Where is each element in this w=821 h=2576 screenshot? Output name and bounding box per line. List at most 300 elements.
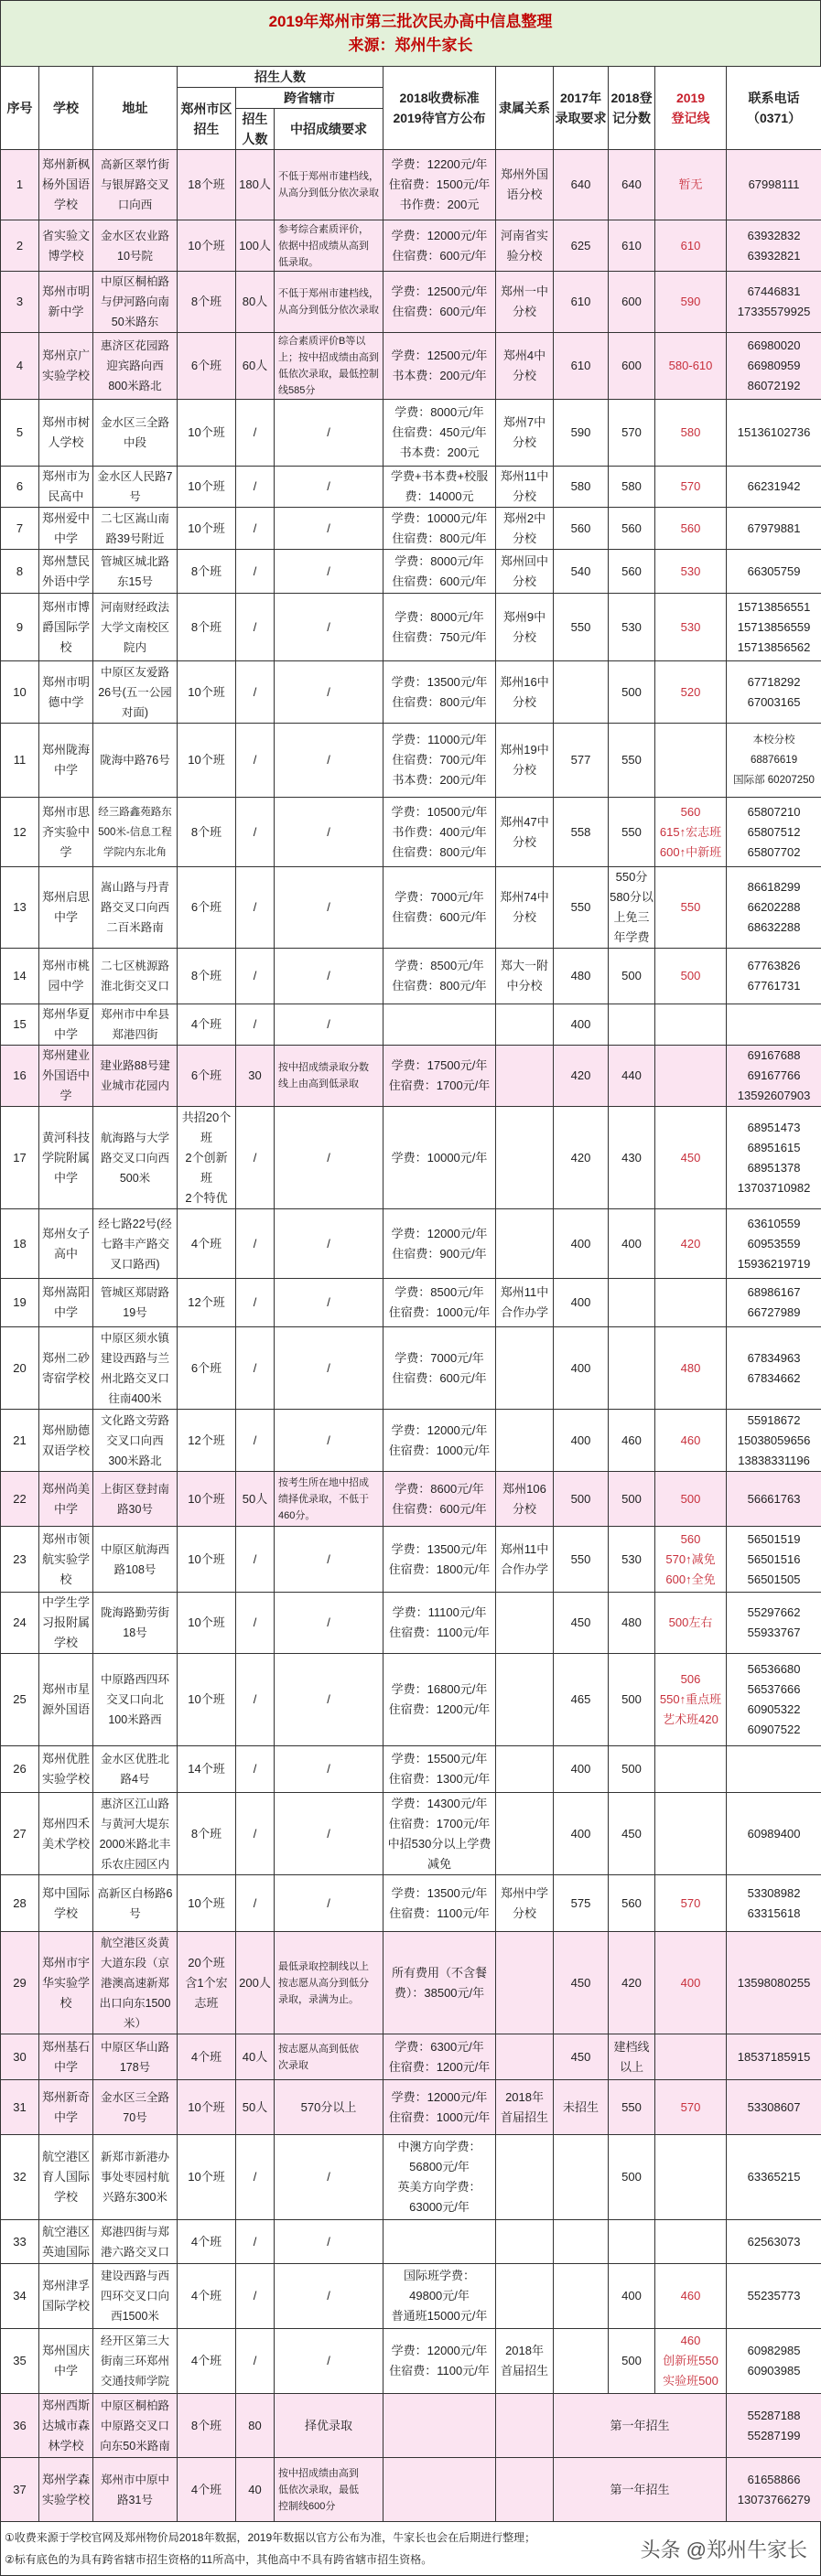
cell-no: 20: [1, 1327, 39, 1410]
cell-phone: 67834963 67834662: [727, 1327, 821, 1410]
cell-y2018: 500: [609, 1746, 655, 1793]
cell-local: 10个班: [178, 1593, 236, 1654]
cell-local: 6个班: [178, 1327, 236, 1410]
cell-cross-num: /: [236, 661, 275, 724]
cell-address: 金水区三全路 中段: [93, 400, 178, 467]
cell-local: 8个班: [178, 550, 236, 594]
cell-cross-num: /: [236, 1107, 275, 1209]
cell-cross-num: /: [236, 1875, 275, 1932]
cell-cross-num: /: [236, 508, 275, 550]
cell-y2017: 400: [554, 1004, 609, 1046]
cell-address: 经七路22号(经 七路丰产路交 叉口路西): [93, 1209, 178, 1279]
cell-phone: 67763826 67761731: [727, 949, 821, 1004]
cell-y2019: [655, 1046, 727, 1107]
cell-fee: 学费：12000元/年 住宿费：600元/年: [383, 220, 496, 272]
cell-phone: 65807210 65807512 65807702: [727, 798, 821, 867]
cell-cross-req: 按中招成绩录取分数 线上由高到低录取: [275, 1046, 383, 1107]
cell-y2019: 570: [655, 1875, 727, 1932]
cell-fee: 学费：10000元/年: [383, 1107, 496, 1209]
cell-address: 金水区人民路7 号: [93, 467, 178, 508]
cell-y2017: [554, 2220, 609, 2264]
cell-address: 郑港四街与郑 港六路交叉口: [93, 2220, 178, 2264]
cell-no: 9: [1, 594, 39, 661]
cell-y2019: 580: [655, 400, 727, 467]
cell-no: 30: [1, 2034, 39, 2080]
cell-affiliation: [496, 1746, 554, 1793]
table-row: [1, 1654, 821, 1746]
cell-local: 6个班: [178, 867, 236, 949]
cell-address: 高新区翠竹街 与银屏路交叉 口向西: [93, 150, 178, 220]
header-fee: 2018收费标准 2019待官方公布: [383, 67, 496, 150]
cell-no: 10: [1, 661, 39, 724]
cell-local: 4个班: [178, 2458, 236, 2522]
cell-school: 郑州市为 民高中: [39, 467, 93, 508]
cell-affiliation: 郑州19中 分校: [496, 724, 554, 798]
cell-cross-req: /: [275, 2264, 383, 2329]
cell-y2018: 500: [609, 949, 655, 1004]
cell-address: 航海路与大学 路交叉口向西 500米: [93, 1107, 178, 1209]
header-cross-group: 跨省辖市: [236, 88, 383, 109]
cell-cross-req: /: [275, 1327, 383, 1410]
cell-affiliation: [496, 1004, 554, 1046]
cell-phone: 86618299 66202288 68632288: [727, 867, 821, 949]
cell-y2019: 530: [655, 594, 727, 661]
cell-y2018: 500: [609, 2135, 655, 2220]
cell-phone: 66231942: [727, 467, 821, 508]
cell-y2019: [655, 1279, 727, 1327]
cell-local: 8个班: [178, 594, 236, 661]
cell-school: 郑州优胜 实验学校: [39, 1746, 93, 1793]
cell-fee: [383, 1004, 496, 1046]
cell-no: 31: [1, 2080, 39, 2135]
cell-address: 文化路文劳路 交叉口向西 300米路北: [93, 1410, 178, 1472]
header-2018: 2018登 记分数: [609, 67, 655, 150]
cell-affiliation: [496, 2458, 554, 2522]
cell-no: 35: [1, 2329, 39, 2394]
cell-y2018: 480: [609, 1593, 655, 1654]
cell-y2017: 400: [554, 1746, 609, 1793]
cell-cross-num: /: [236, 1746, 275, 1793]
cell-phone: 66980020 66980959 86072192: [727, 333, 821, 400]
table-row: [1, 2034, 821, 2080]
table-row: [1, 220, 821, 272]
cell-y2018: 400: [609, 1209, 655, 1279]
cell-local: 10个班: [178, 2135, 236, 2220]
cell-school: 郑州市星 源外国语: [39, 1654, 93, 1746]
cell-school: 郑州四禾 美术学校: [39, 1793, 93, 1875]
cell-y2018: 500: [609, 2329, 655, 2394]
cell-cross-req: /: [275, 949, 383, 1004]
cell-school: 郑州市桃 园中学: [39, 949, 93, 1004]
cell-school: 郑州新枫 杨外国语 学校: [39, 150, 93, 220]
cell-y2019: [655, 1793, 727, 1875]
cell-affiliation: [496, 2264, 554, 2329]
cell-fee: [383, 2394, 496, 2458]
cell-address: 中原区华山路 178号: [93, 2034, 178, 2080]
cell-no: 2: [1, 220, 39, 272]
table-row: [1, 1875, 821, 1932]
cell-merged: 第一年招生: [554, 2458, 727, 2522]
cell-no: 25: [1, 1654, 39, 1746]
cell-address: 管城区城北路 东15号: [93, 550, 178, 594]
cell-y2017: 420: [554, 1107, 609, 1209]
cell-cross-req: /: [275, 550, 383, 594]
cell-fee: [383, 2220, 496, 2264]
header-2019: 2019 登记线: [655, 67, 727, 150]
cell-no: 1: [1, 150, 39, 220]
cell-local: 10个班: [178, 1654, 236, 1746]
cell-phone: 66305759: [727, 550, 821, 594]
cell-y2018: 560: [609, 550, 655, 594]
cell-no: 15: [1, 1004, 39, 1046]
cell-affiliation: 郑州47中 分校: [496, 798, 554, 867]
cell-affiliation: 郑大一附 中分校: [496, 949, 554, 1004]
cell-cross-req: /: [275, 1875, 383, 1932]
cell-cross-req: 按中招成绩由高到 低依次录取，最低 控制线600分: [275, 2458, 383, 2522]
cell-local: 共招20个 班 2个创新 班 2个特优: [178, 1107, 236, 1209]
cell-cross-req: /: [275, 798, 383, 867]
cell-cross-num: /: [236, 550, 275, 594]
cell-address: 建业路88号建 业城市花园内: [93, 1046, 178, 1107]
table-row: [1, 1279, 821, 1327]
cell-y2017: 465: [554, 1654, 609, 1746]
cell-address: 中原区友爱路 26号(五一公园 对面): [93, 661, 178, 724]
cell-school: 郑州国庆 中学: [39, 2329, 93, 2394]
cell-cross-req: /: [275, 1410, 383, 1472]
cell-cross-num: /: [236, 467, 275, 508]
cell-y2017: 400: [554, 1279, 609, 1327]
cell-y2018: 500: [609, 661, 655, 724]
cell-cross-req: /: [275, 467, 383, 508]
cell-y2019: [655, 2034, 727, 2080]
cell-y2017: 550: [554, 594, 609, 661]
cell-y2018: 600: [609, 333, 655, 400]
cell-y2019: 460: [655, 2264, 727, 2329]
table-row: [1, 1046, 821, 1107]
cell-local: 6个班: [178, 333, 236, 400]
cell-y2018: 560: [609, 508, 655, 550]
cell-local: 14个班: [178, 1746, 236, 1793]
cell-phone: 63932832 63932821: [727, 220, 821, 272]
table-row: [1, 150, 821, 220]
cell-y2017: 540: [554, 550, 609, 594]
cell-cross-num: 40人: [236, 2034, 275, 2080]
cell-address: 航空港区炎黄 大道东段（京 港澳高速新郑 出口向东1500 米）: [93, 1932, 178, 2034]
cell-phone: 67979881: [727, 508, 821, 550]
table-row: [1, 2394, 821, 2458]
cell-cross-req: 最低录取控制线以上 按志愿从高分到低分 录取，录满为止。: [275, 1932, 383, 2034]
cell-local: 10个班: [178, 1472, 236, 1527]
cell-y2019: [655, 1746, 727, 1793]
cell-y2018: 460: [609, 1410, 655, 1472]
cell-address: 金水区优胜北 路4号: [93, 1746, 178, 1793]
cell-local: 10个班: [178, 400, 236, 467]
cell-y2018: 450: [609, 1793, 655, 1875]
cell-y2018: 530: [609, 594, 655, 661]
cell-affiliation: [496, 1654, 554, 1746]
cell-no: 6: [1, 467, 39, 508]
cell-address: 上街区登封南 路30号: [93, 1472, 178, 1527]
cell-cross-req: /: [275, 1746, 383, 1793]
cell-y2018: 500: [609, 1654, 655, 1746]
cell-y2017: 400: [554, 1410, 609, 1472]
cell-y2018: 580: [609, 467, 655, 508]
cell-fee: 学费：8500元/年 住宿费：1000元/年: [383, 1279, 496, 1327]
table-row: [1, 467, 821, 508]
cell-y2019: 480: [655, 1327, 727, 1410]
cell-affiliation: 郑州11中 分校: [496, 467, 554, 508]
cell-y2019: 520: [655, 661, 727, 724]
cell-cross-num: /: [236, 1793, 275, 1875]
cell-local: 8个班: [178, 949, 236, 1004]
cell-y2017: 480: [554, 949, 609, 1004]
cell-school: 郑中国际 学校: [39, 1875, 93, 1932]
cell-affiliation: [496, 2220, 554, 2264]
cell-y2017: 400: [554, 1327, 609, 1410]
cell-cross-num: /: [236, 1410, 275, 1472]
cell-affiliation: 郑州74中 分校: [496, 867, 554, 949]
cell-cross-num: 50人: [236, 2080, 275, 2135]
cell-local: 8个班: [178, 1793, 236, 1875]
cell-school: 郑州建业 外国语中 学: [39, 1046, 93, 1107]
cell-affiliation: 郑州回中 分校: [496, 550, 554, 594]
cell-y2018: [609, 1004, 655, 1046]
cell-y2018: 550分 580分以 上免三 年学费: [609, 867, 655, 949]
table-row: [1, 724, 821, 798]
cell-phone: 55235773: [727, 2264, 821, 2329]
cell-cross-num: /: [236, 1527, 275, 1593]
cell-y2019: 506 550↑重点班 艺术班420: [655, 1654, 727, 1746]
cell-cross-num: /: [236, 2329, 275, 2394]
header-affiliation: 隶属关系: [496, 67, 554, 150]
cell-school: 郑州市明 新中学: [39, 272, 93, 333]
cell-fee: 学费：7000元/年 住宿费：600元/年: [383, 1327, 496, 1410]
cell-local: 4个班: [178, 2034, 236, 2080]
cell-y2019: 420: [655, 1209, 727, 1279]
cell-school: 航空港区 英迪国际: [39, 2220, 93, 2264]
cell-cross-req: 不低于郑州市建档线， 从高分到低分依次录取: [275, 272, 383, 333]
cell-y2019: 610: [655, 220, 727, 272]
cell-y2017: 610: [554, 333, 609, 400]
cell-affiliation: 郑州9中 分校: [496, 594, 554, 661]
cell-phone: 68986167 66727989: [727, 1279, 821, 1327]
cell-address: 郑州市中原中 路31号: [93, 2458, 178, 2522]
cell-cross-num: /: [236, 1209, 275, 1279]
cell-y2017: [554, 2135, 609, 2220]
cell-address: 中原区桐柏路 中原路交叉口 向东50米路南: [93, 2394, 178, 2458]
cell-school: 郑州市思 齐实验中 学: [39, 798, 93, 867]
title-band: [0, 0, 821, 66]
cell-cross-req: /: [275, 1654, 383, 1746]
cell-phone: 60982985 60903985: [727, 2329, 821, 2394]
cell-y2019: 500左右: [655, 1593, 727, 1654]
cell-y2017: 558: [554, 798, 609, 867]
cell-school: 郑州市树 人学校: [39, 400, 93, 467]
cell-local: 4个班: [178, 2220, 236, 2264]
cell-y2017: 577: [554, 724, 609, 798]
cell-no: 4: [1, 333, 39, 400]
cell-y2017: [554, 2329, 609, 2394]
cell-cross-req: 按志愿从高到低依 次录取: [275, 2034, 383, 2080]
cell-address: 中原路西四环 交叉口向北 100米路西: [93, 1654, 178, 1746]
cell-school: 郑州尚美 中学: [39, 1472, 93, 1527]
header-enroll-group: 招生人数: [178, 67, 383, 88]
cell-address: 河南财经政法 大学文南校区 院内: [93, 594, 178, 661]
cell-cross-num: /: [236, 1593, 275, 1654]
cell-fee: 学费：12000元/年 住宿费：1000元/年: [383, 1410, 496, 1472]
cell-affiliation: [496, 1107, 554, 1209]
cell-phone: 63365215: [727, 2135, 821, 2220]
cell-address: 二七区桃源路 淮北街交叉口: [93, 949, 178, 1004]
footnote-2: ②标有底色的为具有跨省辖市招生资格的11所高中，其他高中不具有跨省辖市招生资格。: [5, 2551, 432, 2567]
cell-y2019: 500: [655, 1472, 727, 1527]
cell-affiliation: [496, 1209, 554, 1279]
cell-address: 中原区航海西 路108号: [93, 1527, 178, 1593]
cell-phone: 55297662 55933767: [727, 1593, 821, 1654]
cell-affiliation: 郑州一中 分校: [496, 272, 554, 333]
cell-affiliation: [496, 1327, 554, 1410]
cell-address: 高新区白杨路6 号: [93, 1875, 178, 1932]
cell-fee: 学费：8600元/年 住宿费：600元/年: [383, 1472, 496, 1527]
cell-affiliation: 郑州2中 分校: [496, 508, 554, 550]
cell-y2019: 550: [655, 867, 727, 949]
cell-school: 省实验文 博学校: [39, 220, 93, 272]
cell-local: 10个班: [178, 724, 236, 798]
cell-address: 中原区须水镇 建设西路与兰 州北路交叉口 往南400米: [93, 1327, 178, 1410]
cell-school: 黄河科技 学院附属 中学: [39, 1107, 93, 1209]
cell-y2018: 550: [609, 798, 655, 867]
cell-cross-num: 200人: [236, 1932, 275, 2034]
cell-y2019: 570: [655, 467, 727, 508]
cell-local: 10个班: [178, 2080, 236, 2135]
cell-fee: 所有费用（不含餐 费）：38500元/年: [383, 1932, 496, 2034]
cell-phone: 本校分校 68876619 国际部 60207250: [727, 724, 821, 798]
cell-cross-num: 100人: [236, 220, 275, 272]
cell-y2018: 550: [609, 724, 655, 798]
cell-cross-req: 不低于郑州市建档线， 从高分到低分依次录取: [275, 150, 383, 220]
cell-cross-num: 30: [236, 1046, 275, 1107]
cell-cross-req: /: [275, 1279, 383, 1327]
cell-phone: 68951473 68951615 68951378 13703710982: [727, 1107, 821, 1209]
cell-fee: 学费：13500元/年 住宿费：1800元/年: [383, 1527, 496, 1593]
cell-no: 24: [1, 1593, 39, 1654]
cell-school: 郑州励德 双语学校: [39, 1410, 93, 1472]
cell-cross-req: /: [275, 1593, 383, 1654]
cell-phone: 56661763: [727, 1472, 821, 1527]
cell-no: 34: [1, 2264, 39, 2329]
cell-y2017: 640: [554, 150, 609, 220]
cell-y2017: 550: [554, 1527, 609, 1593]
cell-y2019: 530: [655, 550, 727, 594]
cell-fee: 学费：17500元/年 住宿费：1700元/年: [383, 1046, 496, 1107]
cell-no: 32: [1, 2135, 39, 2220]
cell-fee: 学费：16800元/年 住宿费：1200元/年: [383, 1654, 496, 1746]
cell-no: 3: [1, 272, 39, 333]
cell-affiliation: 2018年 首届招生: [496, 2080, 554, 2135]
cell-phone: 13598080255: [727, 1932, 821, 2034]
cell-y2019: 450: [655, 1107, 727, 1209]
cell-cross-req: 参考综合素质评价， 依据中招成绩从高到 低录取。: [275, 220, 383, 272]
cell-fee: 学费：8000元/年 住宿费：450元/年 书本费：200元: [383, 400, 496, 467]
table-row: [1, 1107, 821, 1209]
cell-y2019: 580-610: [655, 333, 727, 400]
cell-phone: 69167688 69167766 13592607903: [727, 1046, 821, 1107]
cell-local: 4个班: [178, 1209, 236, 1279]
cell-no: 11: [1, 724, 39, 798]
cell-y2019: 560: [655, 508, 727, 550]
cell-local: 8个班: [178, 798, 236, 867]
cell-local: 10个班: [178, 1527, 236, 1593]
cell-fee: 学费：15500元/年 住宿费：1300元/年: [383, 1746, 496, 1793]
cell-address: 嵩山路与丹青 路交叉口向西 二百米路南: [93, 867, 178, 949]
cell-no: 5: [1, 400, 39, 467]
cell-cross-req: /: [275, 2135, 383, 2220]
cell-no: 26: [1, 1746, 39, 1793]
cell-no: 36: [1, 2394, 39, 2458]
table-row: [1, 661, 821, 724]
cell-address: 经三路鑫苑路东 500米-信息工程 学院内东北角: [93, 798, 178, 867]
cell-cross-req: /: [275, 1107, 383, 1209]
cell-y2017: 580: [554, 467, 609, 508]
table-row: [1, 1746, 821, 1793]
cell-fee: 学费+书本费+校服 费：14000元: [383, 467, 496, 508]
cell-y2018: [609, 1279, 655, 1327]
cell-fee: 学费：8000元/年 住宿费：750元/年: [383, 594, 496, 661]
footnote-1: ①收费来源于学校官网及郑州物价局2018年数据，2019年数据以官方公布为准，牛家长也会在后期进行整理；: [5, 2529, 535, 2545]
table-row: [1, 867, 821, 949]
cell-y2018: 600: [609, 272, 655, 333]
cell-y2018: 420: [609, 1932, 655, 2034]
cell-cross-num: 80人: [236, 272, 275, 333]
cell-no: 14: [1, 949, 39, 1004]
cell-cross-num: /: [236, 2264, 275, 2329]
cell-fee: 学费：12000元/年 住宿费：1000元/年: [383, 2080, 496, 2135]
cell-y2019: 560 570↑减免 600↑全免: [655, 1527, 727, 1593]
table-row: [1, 1793, 821, 1875]
cell-y2017: 450: [554, 1593, 609, 1654]
cell-school: 郑州京广 实验学校: [39, 333, 93, 400]
cell-y2018: 440: [609, 1046, 655, 1107]
cell-cross-req: /: [275, 594, 383, 661]
cell-fee: 学费：12000元/年 住宿费：900元/年: [383, 1209, 496, 1279]
cell-address: 金水区三全路 70号: [93, 2080, 178, 2135]
cell-phone: [727, 1746, 821, 1793]
cell-y2017: 625: [554, 220, 609, 272]
header-cross-num: 招生 人数: [236, 109, 275, 150]
cell-address: 惠济区花园路 迎宾路向西 800米路北: [93, 333, 178, 400]
cell-merged: 第一年招生: [554, 2394, 727, 2458]
header-phone: 联系电话 （0371）: [727, 67, 821, 150]
cell-local: 8个班: [178, 2394, 236, 2458]
cell-fee: 学费：12000元/年 住宿费：1100元/年: [383, 2329, 496, 2394]
cell-no: 22: [1, 1472, 39, 1527]
page-source: 来源：郑州牛家长: [1, 34, 820, 58]
cell-fee: 国际班学费： 49800元/年 普通班15000元/年: [383, 2264, 496, 2329]
cell-y2017: 未招生: [554, 2080, 609, 2135]
cell-fee: 学费：11100元/年 住宿费：1100元/年: [383, 1593, 496, 1654]
cell-cross-num: /: [236, 1279, 275, 1327]
cell-affiliation: 郑州7中 分校: [496, 400, 554, 467]
table-row: [1, 2135, 821, 2220]
cell-address: 惠济区江山路 与黄河大堤东 2000米路北丰 乐农庄园区内: [93, 1793, 178, 1875]
header-address: 地址: [93, 67, 178, 150]
cell-cross-req: /: [275, 2220, 383, 2264]
table-row: [1, 798, 821, 867]
cell-cross-num: /: [236, 798, 275, 867]
cell-phone: 15136102736: [727, 400, 821, 467]
cell-no: 8: [1, 550, 39, 594]
cell-y2017: 400: [554, 1793, 609, 1875]
